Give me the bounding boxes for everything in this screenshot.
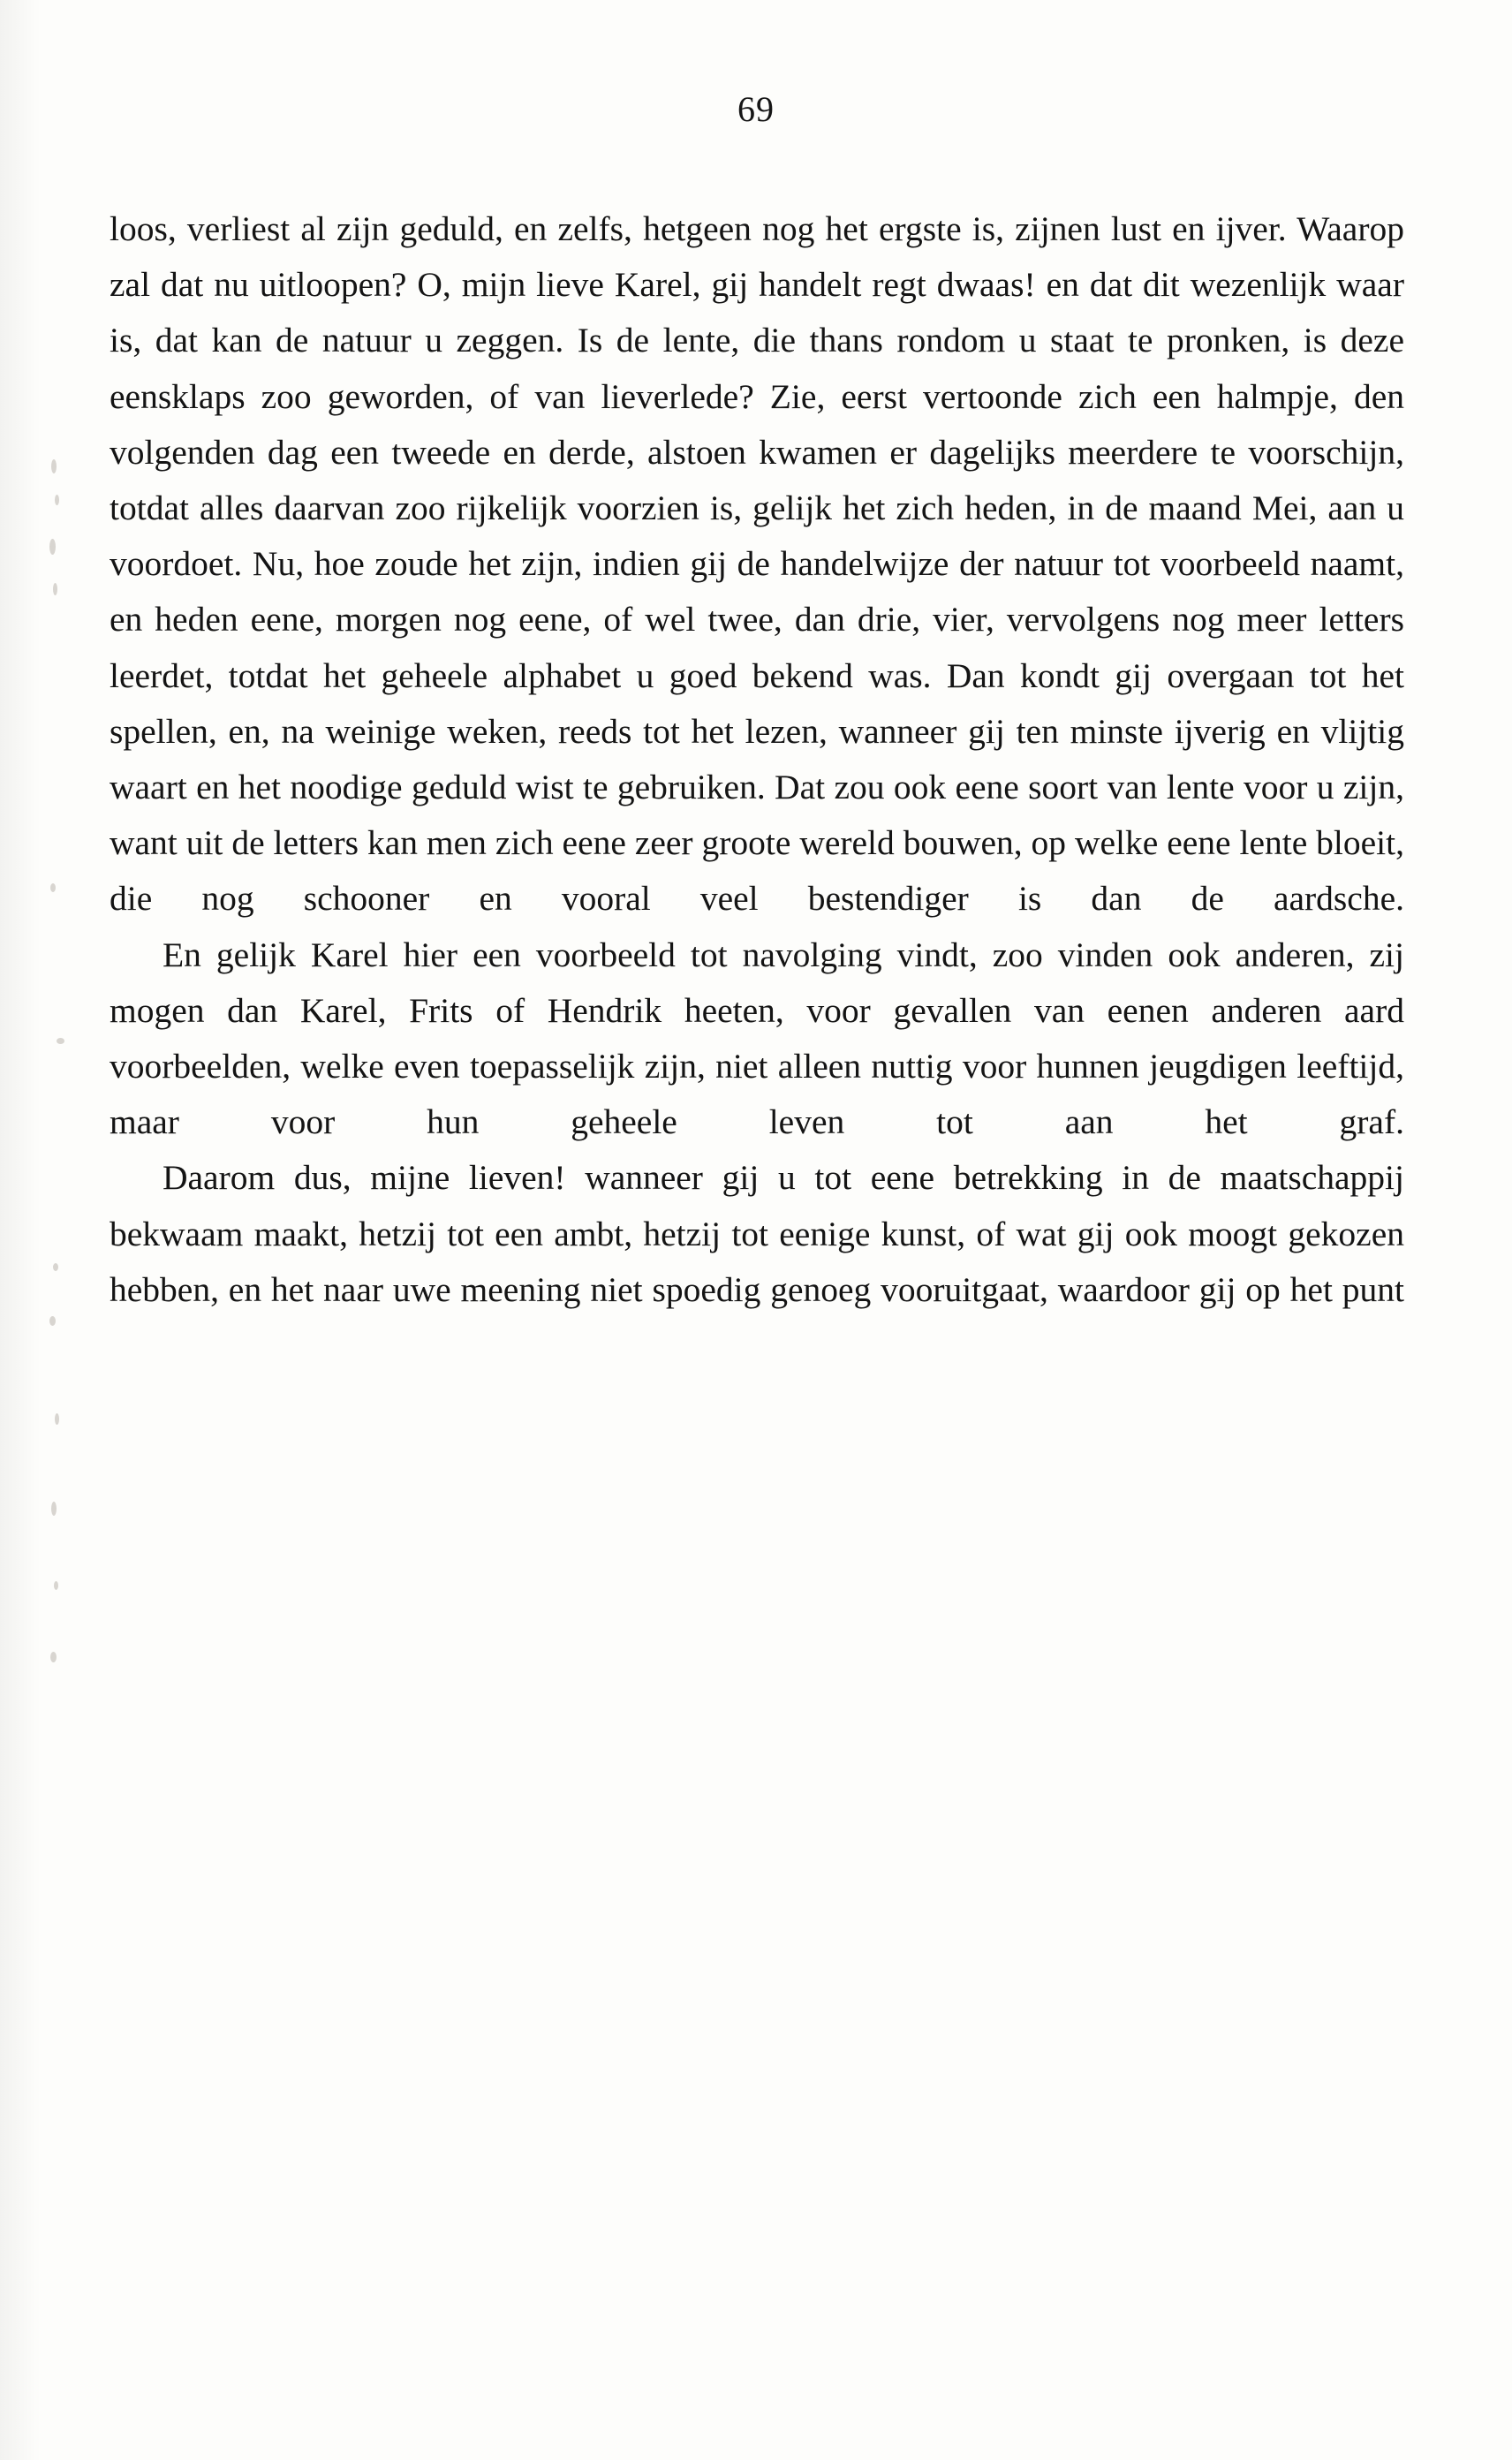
scan-speckle: [53, 1263, 58, 1271]
scan-speckle: [53, 583, 57, 595]
scan-speckle: [55, 1413, 59, 1425]
scan-speckle: [51, 459, 57, 473]
paragraph-2: En gelijk Karel hier een voorbeeld tot navolging vindt, zoo vinden ook anderen, zij mogen dan Karel, Frits of Hendrik heeten, voor gevallen van eenen anderen aard voorbeelden, welke even toepasselijk zijn, niet alleen nuttig voor hunnen jeugdigen leeftijd, maar voor hun geheele leven tot aan het graf.: [110, 935, 1404, 1142]
page-text-body: [110, 201, 1404, 1318]
paragraph-3: Daarom dus, mijne lieven! wanneer gij u tot eene betrekking in de maatschappij bekwaam maakt, hetzij tot een ambt, hetzij tot eenige kunst, of wat gij ook moogt gekozen hebben, en het naar uwe meening niet spoedig genoeg vooruitgaat, waardoor gij op het punt: [110, 1158, 1404, 1309]
scan-speckle: [49, 1316, 56, 1326]
scan-speckle: [55, 495, 59, 505]
scan-speckle: [51, 1502, 57, 1516]
page-number: 69: [737, 89, 775, 129]
paragraph-1: loos, verliest al zijn geduld, en zelfs, hetgeen nog het ergste is, zijnen lust en ijver. Waarop zal dat nu uitloopen? O, mijn lieve Karel, gij handelt regt dwaas! en dat dit wezenlijk waar is, dat kan de natuur u zeggen. Is de lente, die thans rondom u staat te pronken, is deze eensklaps zoo geworden, of van lieverlede? Zie, eerst vertoonde zich een halmpje, den volgenden dag een tweede en derde, alstoen kwamen er dagelijks meerdere te voorschijn, totdat alles daarvan zoo rijkelijk voorzien is, gelijk het zich heden, in de maand Mei, aan u voordoet. Nu, hoe zoude het zijn, indien gij de handelwijze der natuur tot voorbeeld naamt, en heden eene, morgen nog eene, of wel twee, dan drie, vier, vervolgens nog meer letters leerdet, totdat het geheele alphabet u goed bekend was. Dan kondt gij overgaan tot het spellen, en, na weinige weken, reeds tot het lezen, wanneer gij ten minste ijverig en vlijtig waart en het noodige geduld wist te gebruiken. Dat zou ook eene soort van lente voor u zijn, want uit de letters kan men zich eene zeer groote wereld bouwen, op welke eene lente bloeit, die nog schooner en vooral veel bestendiger is dan de aardsche.: [110, 209, 1404, 919]
scan-speckle: [57, 1038, 64, 1044]
scan-speckle: [49, 539, 56, 555]
scan-speckle: [50, 883, 56, 892]
scan-speckle: [54, 1581, 58, 1590]
scan-speckle: [50, 1652, 57, 1662]
page-edge-shading: [0, 0, 41, 2460]
